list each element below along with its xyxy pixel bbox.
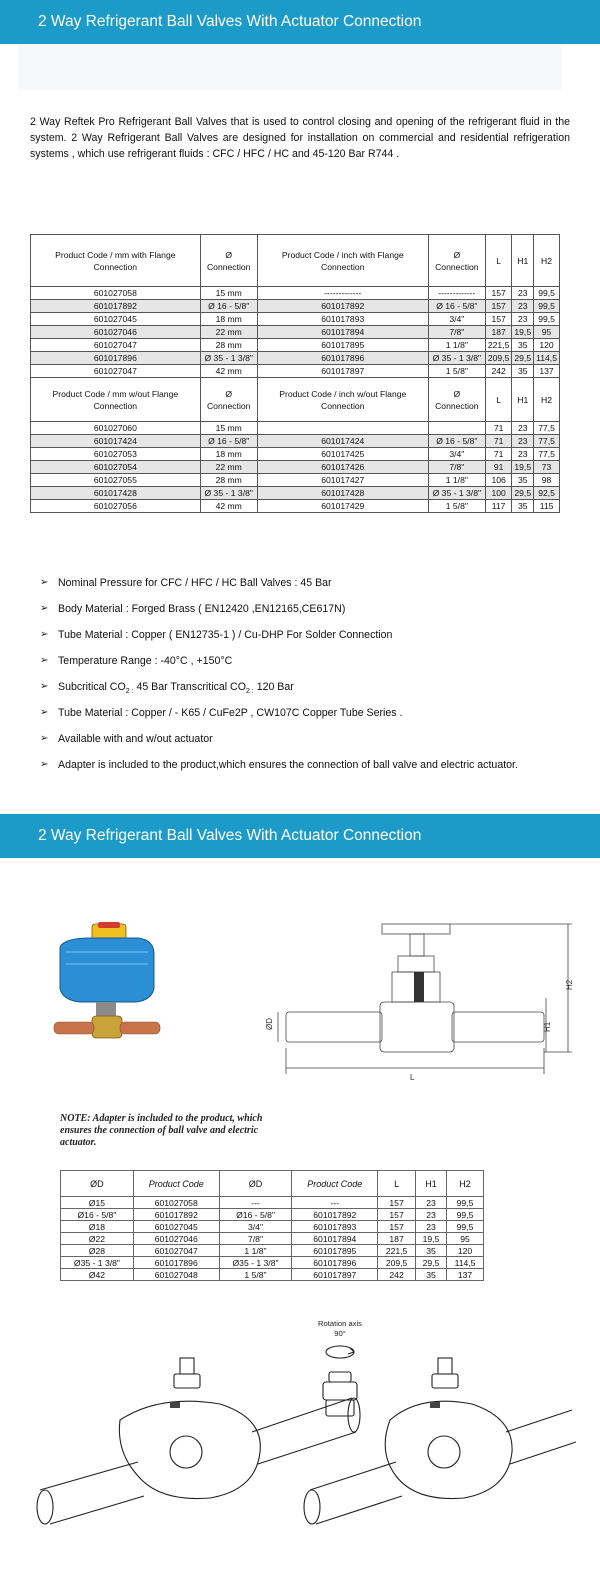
table-row-cell: 7/8" bbox=[428, 461, 485, 474]
table-cell: 19,5 bbox=[416, 1233, 447, 1245]
table-header-row-cell: Ø Connection bbox=[428, 378, 485, 422]
table-row-cell: 114,5 bbox=[534, 352, 560, 365]
table-row-cell: 18 mm bbox=[200, 313, 257, 326]
table-header-cell: Product Code bbox=[292, 1171, 378, 1197]
table-row-cell: 601017895 bbox=[257, 339, 428, 352]
table-row-cell: 15 mm bbox=[200, 287, 257, 300]
table-row bbox=[61, 1233, 484, 1245]
table-cell: --- bbox=[219, 1197, 292, 1209]
table-cell: 209,5 bbox=[378, 1257, 416, 1269]
h1-label: H1 bbox=[543, 1021, 552, 1032]
arrow-bullet-icon: ➢ bbox=[40, 759, 49, 770]
table-cell: 99,5 bbox=[447, 1221, 484, 1233]
table-row-cell: 601017896 bbox=[257, 352, 428, 365]
table-row bbox=[31, 500, 560, 513]
table-row-cell: 601027047 bbox=[31, 339, 201, 352]
table-row bbox=[31, 300, 560, 313]
table-cell: 601017896 bbox=[133, 1257, 219, 1269]
table-cell: Ø35 - 1 3/8" bbox=[61, 1257, 134, 1269]
table-cell: 137 bbox=[447, 1269, 484, 1281]
table-row-cell: 91 bbox=[485, 461, 512, 474]
table-row-cell: 157 bbox=[485, 313, 512, 326]
table-row-cell: 601017893 bbox=[257, 313, 428, 326]
table-row bbox=[31, 461, 560, 474]
table-row-cell: 19,5 bbox=[512, 326, 534, 339]
table-row bbox=[31, 287, 560, 300]
table-cell: 7/8" bbox=[219, 1233, 292, 1245]
table-header-row-cell: Ø Connection bbox=[200, 378, 257, 422]
table-row-cell: 22 mm bbox=[200, 326, 257, 339]
table-row-cell: 601027047 bbox=[31, 365, 201, 378]
arrow-bullet-icon: ➢ bbox=[40, 655, 49, 666]
table-row-cell: 157 bbox=[485, 300, 512, 313]
table-cell: 1 5/8" bbox=[219, 1269, 292, 1281]
l-label: L bbox=[410, 1073, 415, 1082]
table-row-cell: 23 bbox=[512, 313, 534, 326]
table-row-cell: 221,5 bbox=[485, 339, 512, 352]
arrow-bullet-icon: ➢ bbox=[40, 603, 49, 614]
table-row bbox=[31, 339, 560, 352]
valve-assembly-illustration bbox=[20, 1340, 580, 1575]
table-row-cell: 23 bbox=[512, 422, 534, 435]
table-row-cell: 3/4" bbox=[428, 313, 485, 326]
table-row-cell: 601017428 bbox=[31, 487, 201, 500]
table-row-cell: 35 bbox=[512, 474, 534, 487]
table-row-cell: 106 bbox=[485, 474, 512, 487]
list-item: ➢ Nominal Pressure for CFC / HFC / HC Ball Valves : 45 Bar bbox=[40, 574, 580, 600]
table-cell: 99,5 bbox=[447, 1209, 484, 1221]
table-row-cell: 98 bbox=[534, 474, 560, 487]
list-item: ➢ Available with and w/out actuator bbox=[40, 730, 580, 756]
table-row-cell: 95 bbox=[534, 326, 560, 339]
table-row-cell: 71 bbox=[485, 435, 512, 448]
table-row-cell: 601017896 bbox=[31, 352, 201, 365]
table-row-cell: 187 bbox=[485, 326, 512, 339]
title-top: 2 Way Refrigerant Ball Valves With Actuator Connection bbox=[38, 13, 422, 30]
dimension-drawing bbox=[250, 918, 580, 1088]
arrow-bullet-icon: ➢ bbox=[40, 681, 49, 692]
table-row-cell: Ø 16 - 5/8" bbox=[428, 435, 485, 448]
rotation-caption: Rotation axis 90° bbox=[318, 1319, 362, 1338]
table-row-cell: 601017897 bbox=[257, 365, 428, 378]
table-header-row-cell: H1 bbox=[512, 378, 534, 422]
table-row-cell: Ø 35 - 1 3/8" bbox=[200, 487, 257, 500]
table-row-cell: 242 bbox=[485, 365, 512, 378]
table-cell: 601027058 bbox=[133, 1197, 219, 1209]
table-header-row-cell: Product Code / mm w/out Flange Connection bbox=[31, 378, 201, 422]
table-row-cell: 1 5/8" bbox=[428, 500, 485, 513]
table-row-cell: 28 mm bbox=[200, 474, 257, 487]
h2-label: H2 bbox=[565, 979, 574, 990]
table-row-cell: 601027060 bbox=[31, 422, 201, 435]
table-row-cell: 601027056 bbox=[31, 500, 201, 513]
table-row bbox=[61, 1269, 484, 1281]
adapter-note: NOTE: Adapter is included to the product, which ensures the connection of ball valve and electric actuator. bbox=[60, 1113, 263, 1148]
table-cell: 157 bbox=[378, 1209, 416, 1221]
table-cell: 1 1/8" bbox=[219, 1245, 292, 1257]
table-cell: 187 bbox=[378, 1233, 416, 1245]
table-row-cell: 19,5 bbox=[512, 461, 534, 474]
table-header-cell: H2 bbox=[447, 1171, 484, 1197]
table-row-cell: 157 bbox=[485, 287, 512, 300]
od-label: ØD bbox=[265, 1018, 274, 1030]
table-cell: 221,5 bbox=[378, 1245, 416, 1257]
table-cell: Ø16 - 5/8" bbox=[61, 1209, 134, 1221]
table-cell: 601017896 bbox=[292, 1257, 378, 1269]
table-cell: 601027045 bbox=[133, 1221, 219, 1233]
table-row-cell: 115 bbox=[534, 500, 560, 513]
table-row-cell: 601017426 bbox=[257, 461, 428, 474]
arrow-bullet-icon: ➢ bbox=[40, 733, 49, 744]
table-row-cell: 1 5/8" bbox=[428, 365, 485, 378]
table-cell: Ø42 bbox=[61, 1269, 134, 1281]
table-row-cell: 23 bbox=[512, 448, 534, 461]
feature-list bbox=[40, 574, 580, 782]
table-row-cell: 23 bbox=[512, 435, 534, 448]
table-header-row-cell: H1 bbox=[512, 235, 534, 287]
table-row-cell: 29,5 bbox=[512, 352, 534, 365]
arrow-bullet-icon: ➢ bbox=[40, 577, 49, 588]
table-row-cell: 29,5 bbox=[512, 487, 534, 500]
table-row-cell: 77,5 bbox=[534, 422, 560, 435]
table-row-cell: 23 bbox=[512, 300, 534, 313]
table-row bbox=[31, 474, 560, 487]
table-header-cell: Product Code bbox=[133, 1171, 219, 1197]
table-header-row-cell: Ø Connection bbox=[428, 235, 485, 287]
table-header-row-cell: Product Code / mm with Flange Connection bbox=[31, 235, 201, 287]
table-row-cell: 601027046 bbox=[31, 326, 201, 339]
table-row-cell: 601027045 bbox=[31, 313, 201, 326]
table-cell: 120 bbox=[447, 1245, 484, 1257]
table-row-cell: 100 bbox=[485, 487, 512, 500]
table-row-cell: 35 bbox=[512, 365, 534, 378]
table-row-cell: 99,5 bbox=[534, 313, 560, 326]
table-row bbox=[31, 352, 560, 365]
table-header-row-cell: L bbox=[485, 378, 512, 422]
table-cell: 23 bbox=[416, 1209, 447, 1221]
table-row-cell: 77,5 bbox=[534, 448, 560, 461]
table-cell: 35 bbox=[416, 1269, 447, 1281]
table-row-cell: 7/8" bbox=[428, 326, 485, 339]
table-row-cell: 601017428 bbox=[257, 487, 428, 500]
table-header-row bbox=[31, 378, 560, 422]
table-header-cell: ØD bbox=[219, 1171, 292, 1197]
table-row-cell: 601017892 bbox=[31, 300, 201, 313]
table-row bbox=[61, 1197, 484, 1209]
table-header-row-cell: H2 bbox=[534, 378, 560, 422]
list-item: ➢ Body Material : Forged Brass ( EN12420 ,EN12165,CE617N) bbox=[40, 600, 580, 626]
table-row bbox=[61, 1221, 484, 1233]
table-row bbox=[61, 1257, 484, 1269]
table-cell: 157 bbox=[378, 1221, 416, 1233]
table-row-cell: 99,5 bbox=[534, 300, 560, 313]
table-row-cell bbox=[428, 422, 485, 435]
table-row-cell: Ø 35 - 1 3/8" bbox=[200, 352, 257, 365]
table-row-cell: 28 mm bbox=[200, 339, 257, 352]
table-cell: Ø28 bbox=[61, 1245, 134, 1257]
table-cell: 601017892 bbox=[292, 1209, 378, 1221]
table-row-cell: 601017424 bbox=[31, 435, 201, 448]
table-row-cell: 15 mm bbox=[200, 422, 257, 435]
table-row-cell: 601027054 bbox=[31, 461, 201, 474]
table-row-cell: 92,5 bbox=[534, 487, 560, 500]
table-row bbox=[31, 422, 560, 435]
table-header-row-cell: H2 bbox=[534, 235, 560, 287]
table-cell: 29,5 bbox=[416, 1257, 447, 1269]
table-cell: --- bbox=[292, 1197, 378, 1209]
table-cell: 601027046 bbox=[133, 1233, 219, 1245]
table-row-cell: 120 bbox=[534, 339, 560, 352]
table-row-cell: 1 1/8" bbox=[428, 339, 485, 352]
table-cell: Ø35 - 1 3/8" bbox=[219, 1257, 292, 1269]
table-header-cell: H1 bbox=[416, 1171, 447, 1197]
table-cell: 95 bbox=[447, 1233, 484, 1245]
list-item: ➢ Tube Material : Copper / - K65 / CuFe2P , CW107C Copper Tube Series . bbox=[40, 704, 580, 730]
table-row-cell: Ø 16 - 5/8" bbox=[200, 435, 257, 448]
table-header-row bbox=[61, 1171, 484, 1197]
table-cell: 601017893 bbox=[292, 1221, 378, 1233]
table-row bbox=[31, 313, 560, 326]
table-row-cell: 601017424 bbox=[257, 435, 428, 448]
table-cell: Ø15 bbox=[61, 1197, 134, 1209]
table-cell: 601017892 bbox=[133, 1209, 219, 1221]
table-row-cell: 601017429 bbox=[257, 500, 428, 513]
table-header-row-cell: Product Code / inch with Flange Connection bbox=[257, 235, 428, 287]
table-row-cell: 601027053 bbox=[31, 448, 201, 461]
dimension-table bbox=[60, 1170, 484, 1281]
table-cell: Ø16 - 5/8" bbox=[219, 1209, 292, 1221]
table-row-cell: 42 mm bbox=[200, 500, 257, 513]
table-row-cell: 18 mm bbox=[200, 448, 257, 461]
table-row-cell: 137 bbox=[534, 365, 560, 378]
table-row-cell: 117 bbox=[485, 500, 512, 513]
table-row-cell: 23 bbox=[512, 287, 534, 300]
table-row bbox=[31, 435, 560, 448]
table-row-cell: 35 bbox=[512, 500, 534, 513]
list-item: ➢ Tube Material : Copper ( EN12735-1 ) / Cu-DHP For Solder Connection bbox=[40, 626, 580, 652]
table-header-row bbox=[31, 235, 560, 287]
list-item: ➢ Temperature Range : -40°C , +150°C bbox=[40, 652, 580, 678]
table-cell: 601027048 bbox=[133, 1269, 219, 1281]
table-cell: 601027047 bbox=[133, 1245, 219, 1257]
table-row-cell: Ø 35 - 1 3/8" bbox=[428, 352, 485, 365]
title-bottom: 2 Way Refrigerant Ball Valves With Actuator Connection bbox=[38, 827, 422, 844]
table-row bbox=[61, 1245, 484, 1257]
title-banner-top bbox=[0, 0, 600, 44]
table-row-cell: 77,5 bbox=[534, 435, 560, 448]
table-row-cell: 22 mm bbox=[200, 461, 257, 474]
table-row-cell: 601027055 bbox=[31, 474, 201, 487]
table-row-cell: Ø 35 - 1 3/8" bbox=[428, 487, 485, 500]
table-row-cell: 35 bbox=[512, 339, 534, 352]
table-row-cell: 601017425 bbox=[257, 448, 428, 461]
arrow-bullet-icon: ➢ bbox=[40, 707, 49, 718]
table-cell: 601017894 bbox=[292, 1233, 378, 1245]
table-row-cell: 209,5 bbox=[485, 352, 512, 365]
table-row-cell: 601017427 bbox=[257, 474, 428, 487]
table-cell: 23 bbox=[416, 1221, 447, 1233]
table-cell: 3/4" bbox=[219, 1221, 292, 1233]
table-row bbox=[61, 1209, 484, 1221]
table-row-cell: 73 bbox=[534, 461, 560, 474]
table-cell: 99,5 bbox=[447, 1197, 484, 1209]
table-row-cell: 71 bbox=[485, 422, 512, 435]
table-cell: 23 bbox=[416, 1197, 447, 1209]
table-cell: Ø22 bbox=[61, 1233, 134, 1245]
table-row-cell: 99,5 bbox=[534, 287, 560, 300]
table-row-cell: Ø 16 - 5/8" bbox=[200, 300, 257, 313]
list-item: ➢ Subcritical $CO_{2 :}$ 45 Bar Transcritical $CO_{2 :}$ 120 Bar bbox=[40, 678, 580, 704]
table-row-cell: ------------- bbox=[257, 287, 428, 300]
table-header-cell: ØD bbox=[61, 1171, 134, 1197]
header-band bbox=[18, 44, 562, 90]
table-row-cell: 42 mm bbox=[200, 365, 257, 378]
table-row bbox=[31, 326, 560, 339]
table-cell: 601017897 bbox=[292, 1269, 378, 1281]
table-row-cell: 601027058 bbox=[31, 287, 201, 300]
table-row bbox=[31, 365, 560, 378]
spec-table bbox=[30, 234, 560, 513]
table-header-row-cell: L bbox=[485, 235, 512, 287]
table-row-cell: ------------- bbox=[428, 287, 485, 300]
table-row bbox=[31, 448, 560, 461]
table-row bbox=[31, 487, 560, 500]
table-cell: 242 bbox=[378, 1269, 416, 1281]
arrow-bullet-icon: ➢ bbox=[40, 629, 49, 640]
table-row-cell: 601017892 bbox=[257, 300, 428, 313]
table-cell: 114,5 bbox=[447, 1257, 484, 1269]
table-cell: Ø18 bbox=[61, 1221, 134, 1233]
table-header-row-cell: Ø Connection bbox=[200, 235, 257, 287]
table-row-cell: 3/4" bbox=[428, 448, 485, 461]
title-banner-bottom bbox=[0, 814, 600, 858]
table-row-cell: 1 1/8" bbox=[428, 474, 485, 487]
table-header-cell: L bbox=[378, 1171, 416, 1197]
table-cell: 601017895 bbox=[292, 1245, 378, 1257]
table-row-cell: 601017894 bbox=[257, 326, 428, 339]
table-cell: 157 bbox=[378, 1197, 416, 1209]
table-row-cell: 71 bbox=[485, 448, 512, 461]
table-row-cell bbox=[257, 422, 428, 435]
table-header-row-cell: Product Code / inch w/out Flange Connection bbox=[257, 378, 428, 422]
table-row-cell: Ø 16 - 5/8" bbox=[428, 300, 485, 313]
list-item: ➢ Adapter is included to the product,which ensures the connection of ball valve and electric actuator. bbox=[40, 756, 580, 782]
actuator-valve-illustration bbox=[52, 918, 162, 1058]
intro-paragraph: 2 Way Reftek Pro Refrigerant Ball Valves that is used to control closing and opening of the refrigerant fluid in the system. 2 Way Refrigerant Ball Valves are designed for installation on commercial and residential refrigeration systems , which use refrigerant fluids : CFC / HFC / HC and 45-120 Bar R744 . bbox=[30, 116, 570, 160]
table-cell: 35 bbox=[416, 1245, 447, 1257]
